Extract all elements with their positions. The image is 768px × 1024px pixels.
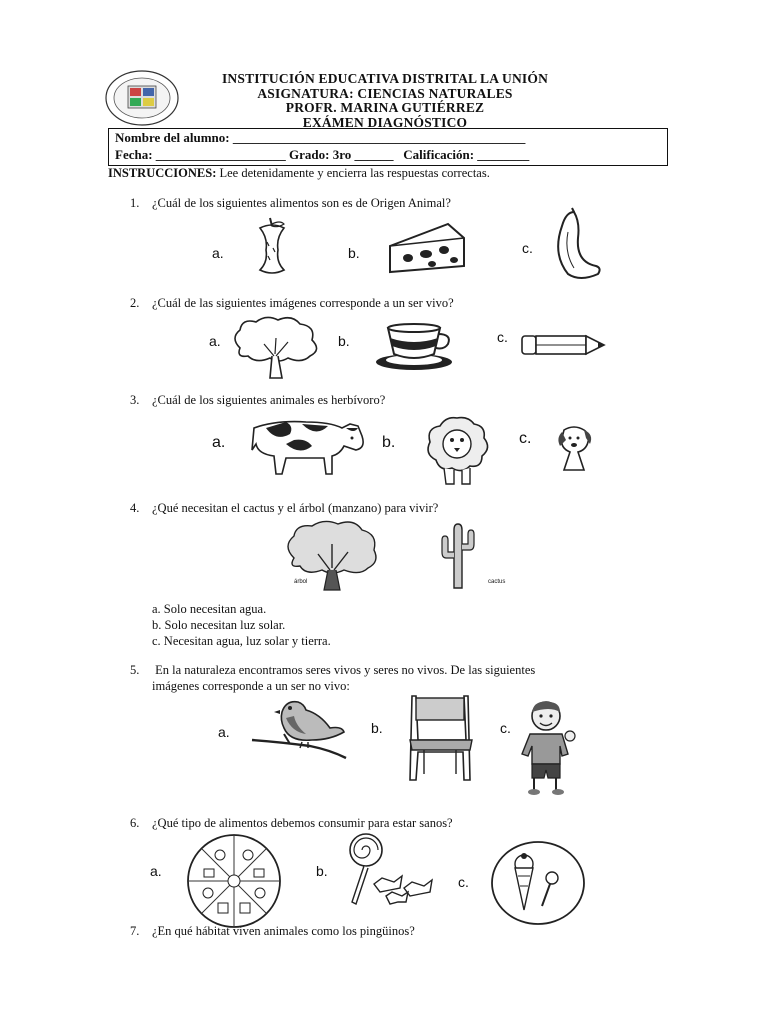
option-a-label[interactable]: a. [218, 724, 230, 740]
student-name-field[interactable]: Nombre del alumno: _____________________________________________ [115, 130, 526, 145]
subject: ASIGNATURA: CIENCIAS NATURALES [257, 86, 513, 101]
question-text: En la naturaleza encontramos seres vivos y seres no vivos. De las siguientes [152, 663, 536, 677]
date-grade-score-field[interactable]: Fecha: ____________________ Grado: 3ro ______ Calificación: ________ [115, 147, 530, 162]
option-b-label[interactable]: b. [316, 863, 328, 879]
bird-icon[interactable] [250, 696, 350, 758]
instructions-label: INSTRUCCIONES: [108, 166, 217, 180]
option-c-label[interactable]: c. [497, 329, 508, 345]
question-number: 7. [130, 924, 140, 938]
cactus-icon [438, 522, 478, 590]
puppy-icon[interactable] [556, 424, 596, 474]
question-text: ¿Cuál de los siguientes alimentos son es de Origen Animal? [152, 196, 451, 210]
school-name: INSTITUCIÓN EDUCATIVA DISTRITAL LA UNIÓN [221, 71, 549, 86]
exam-title: EXÁMEN DIAGNÓSTICO [302, 115, 468, 130]
option-c-label[interactable]: c. [458, 874, 469, 890]
question-text: ¿En qué hábitat viven animales como los pingüinos? [152, 924, 415, 938]
question-1 [130, 196, 451, 211]
option-a-label[interactable]: a. [209, 333, 221, 349]
answer-option-a[interactable]: a. Solo necesitan agua. [152, 602, 267, 616]
option-c-label[interactable]: c. [500, 720, 511, 736]
option-b-label[interactable]: b. [382, 434, 396, 451]
question-4 [130, 501, 438, 516]
tree-caption: árbol [294, 579, 308, 585]
question-number: 1. [130, 196, 140, 210]
question-2 [130, 296, 454, 311]
question-number: 3. [130, 393, 140, 407]
icecream-circle-icon[interactable] [490, 840, 586, 926]
question-5 [130, 663, 535, 678]
apple-core-icon[interactable] [250, 216, 294, 276]
food-plate-icon[interactable] [184, 833, 284, 929]
answer-option-b[interactable]: b. Solo necesitan luz solar. [152, 618, 286, 632]
boy-icon[interactable] [520, 698, 580, 798]
chair-icon[interactable] [404, 694, 476, 782]
candy-lollipop-icon[interactable] [344, 830, 448, 910]
option-b-label[interactable]: b. [348, 245, 360, 261]
option-a-label[interactable]: a. [150, 863, 162, 879]
option-a-label[interactable]: a. [212, 434, 226, 451]
instructions-text: Lee detenidamente y encierra las respuestas correctas. [216, 166, 490, 180]
option-c-label[interactable]: c. [519, 430, 532, 447]
school-seal-logo [104, 70, 180, 126]
option-c-label[interactable]: c. [522, 240, 533, 256]
tree-icon[interactable] [230, 314, 322, 380]
student-info-box [108, 128, 668, 166]
teacher: PROFR. MARINA GUTIÉRREZ [285, 100, 485, 115]
question-text: ¿Cuál de las siguientes imágenes corresponde a un ser vivo? [152, 296, 454, 310]
cactus-caption: cactus [488, 579, 506, 585]
instructions [108, 166, 490, 181]
option-b-label[interactable]: b. [371, 720, 383, 736]
question-text: ¿Cuál de los siguientes animales es herbívoro? [152, 393, 386, 407]
question-number: 4. [130, 501, 140, 515]
question-number: 2. [130, 296, 140, 310]
answer-option-c[interactable]: c. Necesitan agua, luz solar y tierra. [152, 634, 331, 648]
option-b-label[interactable]: b. [338, 333, 350, 349]
question-3 [130, 393, 385, 408]
question-number: 6. [130, 816, 140, 830]
question-text: ¿Qué tipo de alimentos debemos consumir para estar sanos? [152, 816, 453, 830]
teacup-icon[interactable] [374, 320, 458, 372]
banana-icon[interactable] [544, 208, 608, 280]
question-text: ¿Qué necesitan el cactus y el árbol (manzano) para vivir? [152, 501, 439, 515]
apple-tree-icon [282, 518, 382, 598]
question-number: 5. [130, 663, 140, 677]
question-7 [130, 924, 415, 939]
pencil-icon[interactable] [518, 332, 608, 358]
cheese-icon[interactable] [386, 220, 468, 276]
cow-icon[interactable] [246, 414, 368, 478]
question-6 [130, 816, 453, 831]
option-a-label[interactable]: a. [212, 245, 224, 261]
question-5-text-line-2: imágenes corresponde a un ser no vivo: [152, 679, 350, 693]
lion-icon[interactable] [422, 414, 492, 486]
